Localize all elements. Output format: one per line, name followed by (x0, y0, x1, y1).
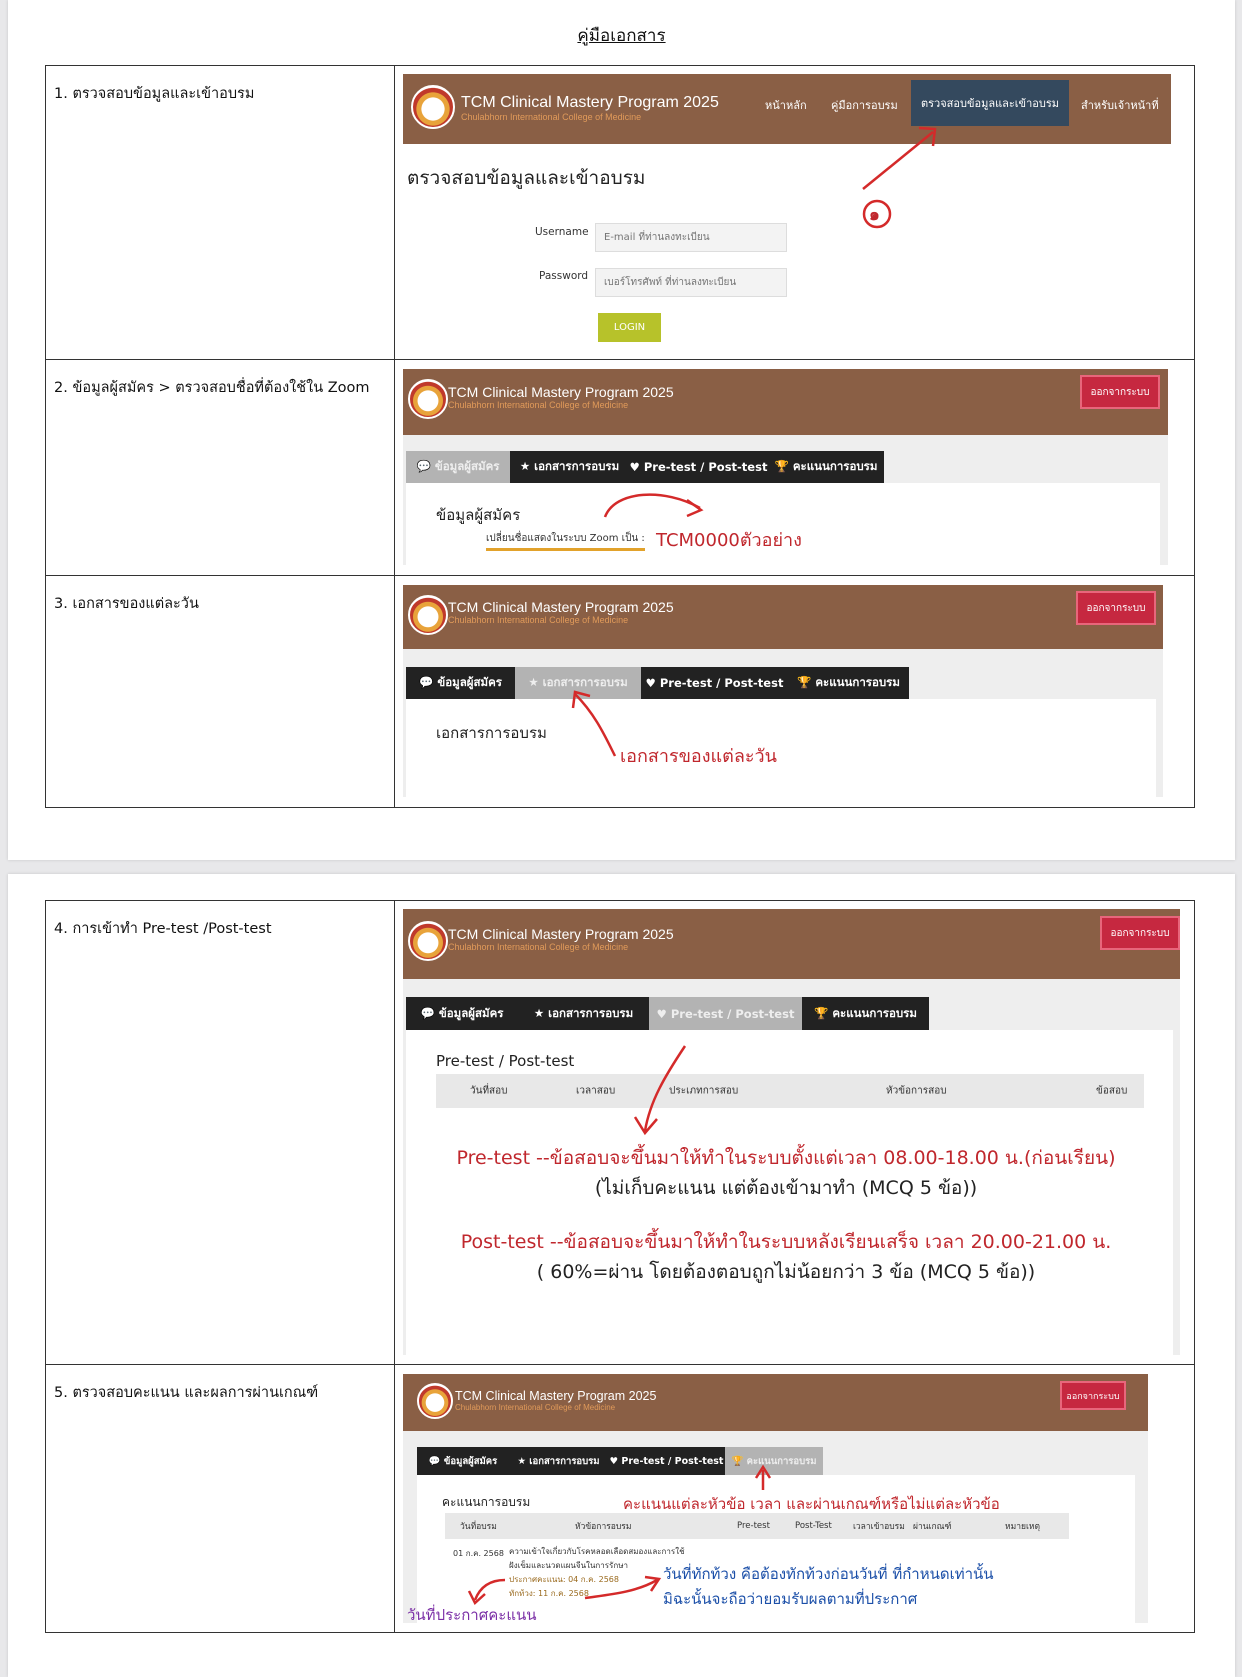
nav-manual[interactable]: คู่มือการอบรม (831, 99, 898, 112)
step-label-2: 2. ข้อมูลผู้สมัคร > ตรวจสอบชื่อที่ต้องใช้ใน Zoom (46, 360, 395, 576)
tab-documents[interactable]: ★ เอกสารการอบรม (509, 1447, 608, 1475)
tab-scores[interactable]: 🏆 คะแนนการอบรม (788, 667, 909, 699)
col-test-topic: หัวข้อการสอบ (886, 1085, 947, 1097)
col-remarks: หมายเหตุ (1005, 1522, 1040, 1532)
tab-scores[interactable]: 🏆 คะแนนการอบรม (802, 997, 929, 1030)
document-title: คู่มือเอกสาร (577, 26, 666, 46)
col-pretest: Pre-test (737, 1521, 770, 1531)
zoom-name-example: TCM0000ตัวอย่าง (656, 530, 802, 551)
tab-tests[interactable]: ♥ Pre-test / Post-test (629, 451, 768, 483)
brand-title: TCM Clinical Mastery Program 2025 (455, 1389, 657, 1403)
tab-applicant[interactable]: 💬 ข้อมูลผู้สมัคร (406, 997, 518, 1030)
step-label-3: 3. เอกสารของแต่ละวัน (46, 576, 395, 808)
annotation-arrow-4 (395, 901, 1175, 1361)
col-passed: ผ่านเกณฑ์ (913, 1522, 952, 1532)
brand-subtitle: Chulabhorn International College of Medicine (448, 615, 629, 625)
annotation-arrow-1 (395, 66, 1175, 356)
col-posttest: Post-Test (795, 1521, 832, 1531)
col-test-exam: ข้อสอบ (1096, 1085, 1128, 1097)
pretest-note: Pre-test --ข้อสอบจะขึ้นมาให้ทำในระบบตั้งแต่เวลา 08.00-18.00 น.(ก่อนเรียน) (456, 1147, 1116, 1169)
col-training-topic: หัวข้อการอบรม (575, 1522, 632, 1532)
step-row-2 (46, 360, 1195, 576)
section-heading: ข้อมูลผู้สมัคร (436, 506, 521, 524)
brand-subtitle: Chulabhorn International College of Medicine (461, 112, 642, 122)
tab-tests[interactable]: ♥ Pre-test / Post-test (641, 667, 788, 699)
tab-scores[interactable]: 🏆 คะแนนการอบรม (768, 451, 884, 483)
nav-home[interactable]: หน้าหลัก (765, 99, 807, 112)
col-test-date: วันที่สอบ (470, 1085, 508, 1097)
row-topic-line1: ความเข้าใจเกี่ยวกับโรคหลอดเลือดสมองและการใช้ (509, 1547, 685, 1556)
brand-title: TCM Clinical Mastery Program 2025 (448, 384, 674, 400)
section-heading: Pre-test / Post-test (436, 1052, 575, 1070)
tab-documents[interactable]: ★ เอกสารการอบรม (515, 667, 641, 699)
logout-button[interactable]: ออกจากระบบ (1080, 375, 1160, 409)
annotation-arrow-2 (395, 360, 1175, 570)
tab-tests[interactable]: ♥ Pre-test / Post-test (608, 1447, 725, 1475)
step-row-3 (46, 576, 1195, 808)
col-test-time: เวลาสอบ (576, 1085, 616, 1097)
document-page-1 (8, 0, 1235, 860)
step-screenshot-2 (395, 360, 1195, 576)
tab-applicant[interactable]: 💬 ข้อมูลผู้สมัคร (406, 667, 515, 699)
nav-check-info[interactable]: ตรวจสอบข้อมูลและเข้าอบรม (911, 80, 1069, 126)
pretest-note-detail: (ไม่เก็บคะแนน แต่ต้องเข้ามาทำ (MCQ 5 ข้อ)) (594, 1177, 978, 1199)
tab-applicant[interactable]: 💬 ข้อมูลผู้สมัคร (406, 451, 510, 483)
document-page-2 (8, 874, 1235, 1677)
page-heading: ตรวจสอบข้อมูลและเข้าอบรม (407, 167, 646, 189)
annotation-arrow-3 (395, 576, 1175, 806)
step-row-4 (46, 901, 1195, 1365)
brand-subtitle: Chulabhorn International College of Medicine (455, 1403, 616, 1412)
step-row-1 (46, 66, 1195, 360)
brand-subtitle: Chulabhorn International College of Medicine (448, 400, 629, 410)
section-heading: เอกสารการอบรม (436, 724, 547, 742)
logout-button[interactable]: ออกจากระบบ (1060, 1381, 1126, 1410)
tab-tests[interactable]: ♥ Pre-test / Post-test (649, 997, 802, 1030)
brand-title: TCM Clinical Mastery Program 2025 (448, 926, 674, 942)
col-training-date: วันที่อบรม (460, 1522, 497, 1532)
login-button[interactable]: LOGIN (598, 313, 661, 342)
brand-title: TCM Clinical Mastery Program 2025 (461, 94, 719, 111)
step-screenshot-1 (395, 66, 1195, 360)
step-row-5 (46, 1365, 1195, 1633)
zoom-name-label: เปลี่ยนชื่อแสดงในระบบ Zoom เป็น : (486, 531, 645, 551)
tab-documents[interactable]: ★ เอกสารการอบรม (518, 997, 649, 1030)
username-label: Username (535, 226, 589, 238)
brand-subtitle: Chulabhorn International College of Medicine (448, 942, 629, 952)
row-topic-line2: ฝังเข็มและนวดแผนจีนในการรักษา (509, 1561, 628, 1570)
guide-table-1 (45, 65, 1195, 808)
guide-table-2 (45, 900, 1195, 1633)
tab-applicant[interactable]: 💬 ข้อมูลผู้สมัคร (417, 1447, 509, 1475)
posttest-note-detail: ( 60%=ผ่าน โดยต้องตอบถูกไม่น้อยกว่า 3 ข้อ (MCQ 5 ข้อ)) (536, 1261, 1036, 1283)
step-screenshot-4 (395, 901, 1195, 1365)
step-screenshot-5 (395, 1365, 1195, 1633)
step-label-5: 5. ตรวจสอบคะแนน และผลการผ่านเกณฑ์ (46, 1365, 395, 1633)
appeal-annotation-line1: วันที่ทักท้วง คือต้องทักท้วงก่อนวันที่ ที่กำหนดเท่านั้น (663, 1565, 994, 1583)
scores-annotation: คะแนนแต่ละหัวข้อ เวลา และผ่านเกณฑ์หรือไม่แต่ละหัวข้อ (623, 1495, 1000, 1513)
row-appeal-date: ทักท้วง: 11 ก.ค. 2568 (509, 1589, 589, 1598)
announce-annotation: วันที่ประกาศคะแนน (407, 1606, 537, 1624)
logout-button[interactable]: ออกจากระบบ (1076, 591, 1156, 625)
tab-documents[interactable]: ★ เอกสารการอบรม (510, 451, 629, 483)
col-test-type: ประเภทการสอบ (669, 1085, 739, 1097)
password-label: Password (539, 270, 589, 282)
section-heading: คะแนนการอบรม (442, 1495, 531, 1509)
nav-staff[interactable]: สำหรับเจ้าหน้าที่ (1081, 99, 1159, 112)
step-label-4: 4. การเข้าทำ Pre-test /Post-test (46, 901, 395, 1365)
step-label-1: 1. ตรวจสอบข้อมูลและเข้าอบรม (46, 66, 395, 360)
annotation-arrows-5 (395, 1365, 1175, 1630)
col-attendance-time: เวลาเข้าอบรม (853, 1522, 905, 1532)
documents-annotation: เอกสารของแต่ละวัน (620, 746, 777, 767)
brand-title: TCM Clinical Mastery Program 2025 (448, 599, 674, 615)
annotation-number-1: ๑ (869, 205, 880, 225)
posttest-note: Post-test --ข้อสอบจะขึ้นมาให้ทำในระบบหลังเรียนเสร็จ เวลา 20.00-21.00 น. (460, 1231, 1112, 1253)
row-announce-date: ประกาศคะแนน: 04 ก.ค. 2568 (509, 1575, 619, 1584)
row-training-date: 01 ก.ค. 2568 (453, 1549, 504, 1558)
step-screenshot-3 (395, 576, 1195, 808)
appeal-annotation-line2: มิฉะนั้นจะถือว่ายอมรับผลตามที่ประกาศ (663, 1590, 918, 1608)
tab-scores[interactable]: 🏆 คะแนนการอบรม (725, 1447, 823, 1475)
logout-button[interactable]: ออกจากระบบ (1100, 916, 1180, 950)
